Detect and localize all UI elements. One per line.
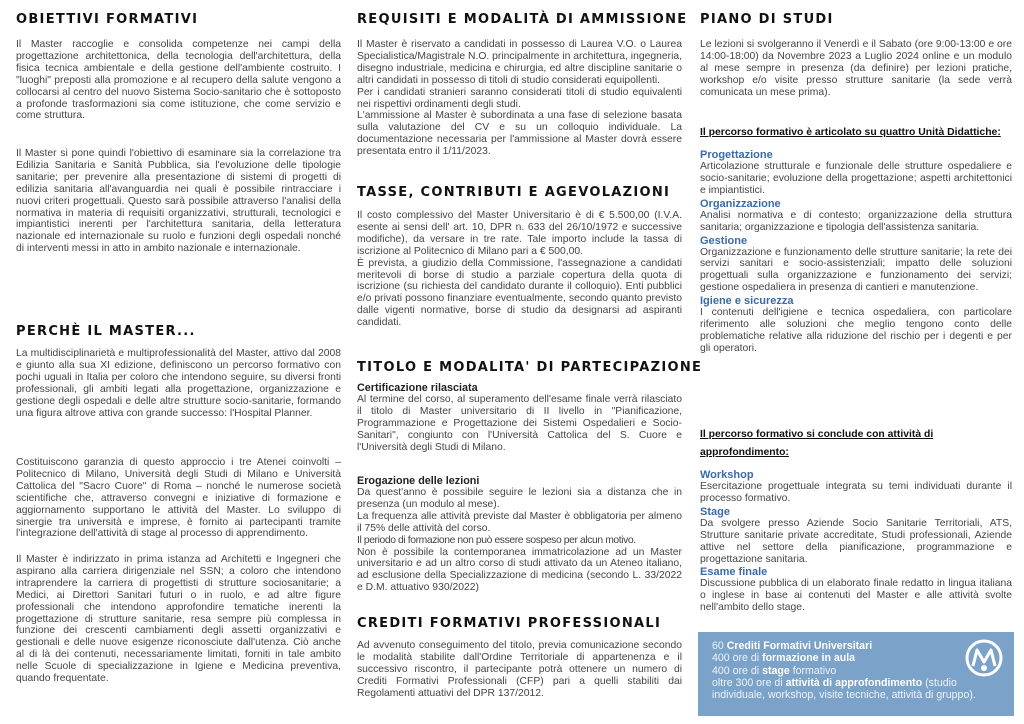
requisiti-block (357, 39, 682, 158)
tasse-paragraph-2: È prevista, a giudizio della Commissione, l'assegnazione a candidati meritevoli di borse di studio a parziale copertura della quota di iscrizione (su richiesta del candidato durante il colloquio). Enti pubblici e/o privati possono finanziare eventualmente, secondo quanto previsto dalle vigenti normative, borse di studio da designarsi ad aspiranti candidati. (357, 257, 682, 329)
perche-block-3 (16, 554, 341, 685)
requisiti-paragraph-1: Il Master è riservato a candidati in possesso di Laurea V.O. o Laurea Specialistica/Magistrale N.O. principalmente in architettura, ingegneria, disegno industriale, medicina e chirurgia, ed altre discipline sanitarie o altri candidati in possesso di titoli di studio considerati equipollenti. (357, 39, 682, 86)
column-right (700, 0, 1012, 724)
section-title-requisiti: REQUISITI E MODALITÀ DI AMMISSIONE (357, 12, 688, 27)
erogazione-paragraph-1: Da quest'anno è possibile seguire le lezioni sia a distanza che in presenza (un modulo al mese). (357, 487, 682, 510)
obiettivi-block-2 (16, 148, 341, 255)
erogazione-block (357, 475, 682, 594)
obiettivi-paragraph-2: Il Master si pone quindi l'obiettivo di esaminare sia la correlazione tra Edilizia Sanitaria e Sanità Pubblica, sia l'evoluzione delle tipologie sanitarie; per prevenire alla presentazione di sistemi di progetti di edilizia sanitaria all'avanguardia nei quali è possibile rintracciare i nuovi criteri progettuali. Questo sarà possibile attraverso l'analisi della normativa in materia di requisiti organizzativi, strutturali, tecnologici e impiantistici inerenti per l'architettura sanitaria, della letteratura nazionale ed internazionale su ruolo e funzioni degli ospedali nonché di interventi messi in atto in ambito nazionale e internazionale. (16, 148, 341, 255)
perche-paragraph-3: Il Master è indirizzato in prima istanza ad Architetti e Ingegneri che aspirano alla carriera dirigenziale nel SSN; a coloro che intendono intraprendere la carriera di progettisti di strutture sociosanitarie; a Medici, ai Direttori Sanitari futuri o in ruolo, e ad altre figure professionali che intendono approfondire tematiche inerenti la progettazione di strutture sanitarie, resa sempre più complessa in funzione dei crescenti cambiamenti degli assetti organizzativi e gestionali e delle nuove esigenze riconosciute dall'utenza. Ciò anche al di là dei contenuti, necessariamente limitati, forniti in tale ambito nelle Scuole di specializzazione in Igiene e Medicina preventiva, quando frequentate. (16, 554, 341, 685)
erogazione-subtitle: Erogazione delle lezioni (357, 475, 480, 487)
certificazione-paragraph: Al termine del corso, al superamento dell'esame finale verrà rilasciato il titolo di Master universitario di II livello in "Pianificazione, Programmazione e Progettazione dei Sistemi Ospedalieri e Socio-Sanitari", congiunto con l'Università Cattolica del S. Cuore e l'Università degli Studi di Milano. (357, 394, 682, 453)
piano-block (700, 39, 1012, 99)
tasse-paragraph-1: Il costo complessivo del Master Universitario è di € 5.500,00 (I.V.A. esente ai sensi dell' art. 10, DPR n. 633 del 26/10/1972 e successive modifiche), da versare in tre rate. Tale importo include la tassa di iscrizione al Politecnico di Milano pari a € 500,00. (357, 210, 682, 257)
crediti-paragraph: Ad avvenuto conseguimento del titolo, previa comunicazione secondo le modalità stabilite dall'Ordine Territoriale di appartenenza e il successivo riscontro, il partecipante potrà ottenere un numero di Crediti Formativi Professionali (CFP) pari a quelli stabiliti dai Regolamenti attuativi del DPR 137/2012. (357, 640, 682, 699)
erogazione-paragraph-4: Non è possibile la contemporanea immatricolazione ad un Master universitario e ad un altro corso di studi attivato da un Ateneo italiano, ad esclusione della Specializzazione di medicina (secondo L. 33/2022 e D.M. attuativo 930/2022) (357, 546, 682, 594)
stage-label: Stage (700, 505, 730, 518)
credits-summary-text (712, 640, 960, 677)
crediti-block (357, 640, 682, 700)
unita-didattiche-heading: Il percorso formativo è articolato su quattro Unità Didattiche: (700, 127, 1001, 138)
esame-label: Esame finale (700, 566, 768, 579)
requisiti-paragraph-3: L'ammissione al Master è subordinata a una fase di selezione basata sulla valutazione del CV e su un colloquio individuale. La documentazione necessaria per l'ammissione al Master dovrà essere presentata entro il 1/11/2023. (357, 110, 682, 158)
section-title-obiettivi: OBIETTIVI FORMATIVI (16, 12, 199, 27)
workshop-text: Esercitazione progettuale integrata su temi individuati durante il processo formativo. (700, 481, 1012, 504)
piano-paragraph: Le lezioni si svolgeranno il Venerdì e il Sabato (ore 9:00-13:00 e ore 14:00-18:00) da Novembre 2023 a Luglio 2024 online e un modulo al mese sempre in presenza (da definire) per lezioni pratiche, workshop e/o visite presso strutture sanitarie (la sede verrà comunicata un mese prima). (700, 39, 1012, 98)
perche-block-1 (16, 348, 341, 419)
column-left (16, 0, 341, 724)
perche-block-2 (16, 457, 341, 540)
tasse-block (357, 210, 682, 329)
credits-summary-text-2 (712, 677, 1004, 702)
ud-igiene-text: I contenuti dell'igiene e tecnica ospedaliera, con particolare riferimento alle soluzioni che meglio tengono conto delle problematiche relative alla riduzione del rischio per i degenti e per gli operatori. (700, 307, 1012, 354)
perche-paragraph-1: La multidisciplinarietà e multiprofessionalità del Master, attivo dal 2008 e giunto alla sua XI edizione, definiscono un percorso formativo con pochi uguali in Italia per coloro che intendono seguire, su diversi fronti professionali, gli ambiti legati alla progettazione, organizzazione e gestione degli ospedali e delle altre strutture socio-sanitarie, formando una figura altrove attiva con grande successo: l'Hospital Planner. (16, 348, 341, 419)
approfondimento-heading: Il percorso formativo si conclude con attività di approfondimento: (700, 429, 934, 458)
ud-gestione-label: Gestione (700, 234, 748, 247)
obiettivi-block (16, 39, 341, 122)
summary-line-cfu: 60 Crediti Formativi Universitari (712, 640, 873, 652)
section-title-tasse: TASSE, CONTRIBUTI E AGEVOLAZIONI (357, 185, 671, 200)
ud-progettazione-text: Articolazione strutturale e funzionale delle strutture ospedaliere e socio-sanitarie; evoluzione della progettazione; aspetti architettonici e impiantistici. (700, 161, 1012, 196)
ud-progettazione-label: Progettazione (700, 149, 773, 161)
esame-text: Discussione pubblica di un elaborato finale redatto in lingua italiana o inglese in base ai contenuti del Master e alle attività svolte nell'ambito dello stage. (700, 578, 1012, 614)
erogazione-paragraph-3: Il periodo di formazione non può essere sospeso per alcun motivo. (357, 534, 636, 546)
requisiti-paragraph-2: Per i candidati stranieri saranno considerati titoli di studio equivalenti nei rispettivi ordinamenti degli studi. (357, 86, 682, 110)
certificazione-subtitle: Certificazione rilasciata (357, 382, 478, 394)
master-logo-icon (964, 638, 1004, 678)
ud-organizzazione-text: Analisi normativa e di contesto; organizzazione della struttura sanitaria; organizzazione e tipologia dell'assistenza sanitaria. (700, 209, 1012, 233)
obiettivi-paragraph-1: Il Master raccoglie e consolida competenze nei campi della progettazione architettonica, della tecnologia dell'architettura, della fisica tecnica ambientale e della gestione dell'ambiente costruito. I "luoghi" preposti alla promozione e al recupero della salute vengono a collocarsi al centro del nuovo Sistema Socio-sanitario che è sottoposto a profonde trasformazioni sia come istituzione, che come servizio e come struttura. (16, 39, 341, 122)
erogazione-paragraph-2: La frequenza alle attività previste dal Master è obbligatoria per almeno il 75% delle attività del corso. (357, 510, 682, 534)
section-title-crediti: CREDITI FORMATIVI PROFESSIONALI (357, 616, 662, 631)
summary-line-aula: 400 ore di formazione in aula (712, 652, 856, 665)
ud-organizzazione-label: Organizzazione (700, 197, 781, 210)
ud-igiene-label: Igiene e sicurezza (700, 295, 794, 308)
section-title-perche: PERCHÈ IL MASTER... (16, 324, 196, 339)
ud-gestione-text: Organizzazione e funzionamento delle strutture sanitarie; la rete dei servizi sanitari e socio-assistenziali; impatto delle soluzioni progettuali sulla organizzazione e funzionamento dei servizi; gestione ospedaliera in presenza di cantieri e manutenzione. (700, 246, 1012, 294)
credits-summary-box (698, 632, 1014, 716)
approfondimento-block (700, 424, 1012, 614)
workshop-label: Workshop (700, 469, 754, 481)
summary-line-approfondimento: oltre 300 ore di attività di approfondimento (studio individuale, workshop, visite tecniche, attività di gruppo). (712, 677, 976, 702)
summary-line-stage: 400 ore di stage formativo (712, 664, 837, 677)
section-title-titolo: TITOLO E MODALITA' DI PARTECIPAZIONE (357, 360, 703, 375)
stage-text: Da svolgere presso Aziende Socio Sanitarie Territoriali, ATS, Strutture sanitarie private accreditate, Studi professionali, Aziende attive nel settore della pianificazione, programmazione e progettazione sanitaria. (700, 517, 1012, 565)
column-middle (357, 0, 703, 724)
certificazione-block (357, 382, 682, 454)
unita-didattiche-block (700, 122, 1012, 355)
section-title-piano: PIANO DI STUDI (700, 12, 834, 27)
perche-paragraph-2: Costituiscono garanzia di questo approccio i tre Atenei coinvolti – Politecnico di Milano, Università degli Studi di Milano e Università Cattolica del "Sacro Cuore" di Roma – nonché le numerose società scientifiche che, attraverso convegni e iniziative di formazione e aggiornamento supportano le attività del Master. Lo sviluppo di sinergie tra università e imprese, è fornito ai partecipanti tramite l'integrazione dell'attività di stage al processo di apprendimento. (16, 457, 341, 540)
